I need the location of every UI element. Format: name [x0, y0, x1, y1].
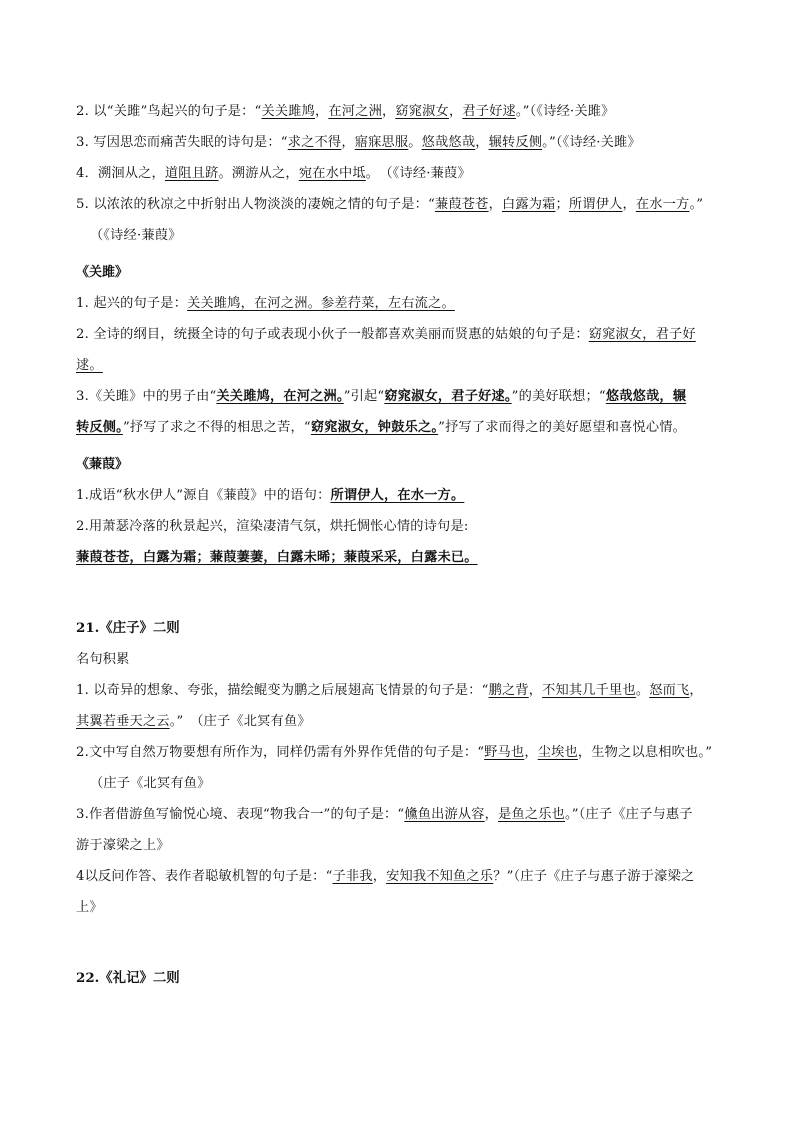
- text: 。: [635, 683, 650, 698]
- text: 1. 以奇异的想象、夸张，描绘鲲变为鹏之后展翅高飞情景的句子是：“: [76, 683, 489, 698]
- answer: 安知我不知鱼之乐: [386, 869, 494, 884]
- line-zhuangzi-4: [76, 861, 726, 892]
- answer: 鹏之背: [488, 683, 529, 698]
- text: 5. 以浓浓的秋凉之中折射出人物淡淡的凄婉之情的句子是：“: [76, 197, 436, 212]
- text: ，: [372, 869, 387, 884]
- answer: 窈窕淑女，钟鼓乐之。: [310, 420, 439, 435]
- text: 4以反问作答、表作者聪敏机智的句子是：“: [76, 869, 333, 884]
- document-page: [76, 96, 726, 994]
- line-zhuangzi-3-cont: 游于濠梁之上》: [76, 838, 170, 853]
- text: 2.文中写自然万物要想有所作为，同样仍需有外界作凭借的句子是：“: [76, 745, 485, 760]
- text: ；: [555, 197, 569, 212]
- text: ？”（庄子《庄子与惠子游于濠梁之: [493, 869, 695, 884]
- line-suhui: [76, 158, 726, 189]
- text: ，: [381, 104, 396, 119]
- line-guanju-2-cont: [76, 350, 726, 381]
- text: 。溯游从之，: [218, 166, 299, 181]
- text: 。” （庄子《北冥有鱼》: [169, 714, 311, 729]
- answer: 悠哉悠哉，辗: [605, 389, 687, 404]
- line-zhuangzi-4-cont: 上》: [76, 900, 103, 915]
- answer: 所谓伊人: [568, 197, 623, 212]
- text: ”抒写了求之不得的相思之苦，“: [122, 420, 311, 435]
- line-zhuangzi-2: [76, 737, 726, 768]
- answer: 寤寐思服: [354, 135, 409, 150]
- text: 3.《关雎》中的男子由“: [76, 389, 217, 404]
- line-guanju-2: [76, 319, 726, 350]
- text: ，生物之以息相吹也。: [577, 745, 706, 760]
- heading-zhuangzi: 21.《庄子》二则: [76, 620, 180, 636]
- line-guanju-3: [76, 381, 726, 412]
- line-zhuangzi-3: [76, 799, 726, 830]
- answer: 辗转反侧: [488, 135, 543, 150]
- text: ，: [488, 197, 502, 212]
- line-zhuangzi-1-cont: [76, 706, 726, 737]
- answer: 子非我: [332, 869, 373, 884]
- text: ，: [524, 745, 538, 760]
- answer: 窈窕淑女: [395, 104, 449, 119]
- text: 2. 全诗的纲目，统摄全诗的句子或表现小伙子一般都喜欢美丽而贤惠的姑娘的句子是：: [76, 327, 589, 342]
- text: ，: [528, 683, 543, 698]
- answer: 窈窕淑女，君子好: [588, 327, 696, 342]
- line-zhuangzi-2-source: （庄子《北冥有鱼》: [90, 776, 211, 791]
- text: 。”（《诗经·关雎》: [542, 135, 641, 150]
- answer: 在河之洲: [328, 104, 382, 119]
- answer: 所谓伊人，在水一方。: [330, 488, 465, 503]
- text: 。”（《诗经·关雎》: [515, 104, 615, 119]
- text: 3.作者借游鱼写愉悦心境、表现“物我合一”的句子是：“: [76, 807, 405, 822]
- answer: 求之不得: [287, 135, 342, 150]
- text: 2. 以“关雎”鸟起兴的句子是：“: [76, 104, 262, 119]
- line-guanju-3-cont: [76, 412, 726, 443]
- answer: 窈窕淑女，君子好逑。: [384, 389, 512, 404]
- answer: 儵鱼出游从容: [404, 807, 485, 822]
- answer: 逑。: [76, 358, 103, 373]
- heading-liji: 22.《礼记》二则: [76, 970, 180, 986]
- line-guanju-bird: [76, 96, 726, 127]
- heading-jianjia: 《蒹葭》: [76, 457, 129, 472]
- text: ”抒写了求而得之的美好愿望和喜悦心情。: [438, 420, 687, 435]
- answer: 蒹葭苍苍: [435, 197, 489, 212]
- answer: 关关雎鸠: [261, 104, 316, 119]
- text: ，: [689, 683, 703, 698]
- text: ，: [448, 104, 463, 119]
- answer: 在水一方: [635, 197, 690, 212]
- text: ”的美好联想；“: [511, 389, 606, 404]
- text: ，: [341, 135, 355, 150]
- answer: 关关雎鸠，在河之洲。: [216, 389, 344, 404]
- text: 3. 写因思恋而痛苦失眠的诗句是：“: [76, 135, 288, 150]
- text: 。”: [689, 197, 704, 212]
- text: 。”（庄子《庄子与惠子: [565, 807, 693, 822]
- answer: 君子好逑: [462, 104, 516, 119]
- line-guanju-1: [76, 288, 726, 319]
- answer: 不知其几千里也: [542, 683, 636, 698]
- text: ，: [484, 807, 499, 822]
- answer: 悠哉悠哉: [421, 135, 476, 150]
- text: ，: [622, 197, 636, 212]
- answer: 尘埃也: [537, 745, 578, 760]
- heading-guanju: 《关雎》: [76, 265, 129, 280]
- answer: 白露为霜: [501, 197, 556, 212]
- text: ，: [315, 104, 329, 119]
- line-jianjia-2: 2.用萧瑟冷落的秋景起兴，渲染凄清气氛，烘托惆怅心情的诗句是:: [76, 519, 469, 534]
- text: 4．溯洄从之，: [76, 166, 165, 181]
- answer: 道阻且跻: [164, 166, 219, 181]
- answer: 蒹葭苍苍，白露为霜；蒹葭萋萋，白露未晞；蒹葭采采，白露未已。: [76, 550, 478, 565]
- text: ”引起“: [343, 389, 385, 404]
- text: ，: [475, 135, 489, 150]
- answer: 野马也: [484, 745, 525, 760]
- line-autumn-cool-source: （《诗经·蒹葭》: [90, 228, 182, 243]
- line-autumn-cool: [76, 189, 726, 220]
- line-insomnia: [76, 127, 726, 158]
- answer: 怒而飞: [649, 683, 690, 698]
- answer: 关关雎鸠，在河之洲。参差荇菜，左右流之。: [187, 296, 455, 311]
- answer: 是鱼之乐也: [498, 807, 565, 822]
- answer: 宛在水中坻: [298, 166, 366, 181]
- subheading-famous-lines: 名句积累: [76, 652, 130, 667]
- answer: 转反侧。: [76, 420, 123, 435]
- text: 。: [408, 135, 422, 150]
- text: ”: [705, 745, 713, 760]
- line-zhuangzi-1: [76, 675, 726, 706]
- text: 1.成语“秋水伊人”源自《蒹葭》中的语句：: [76, 488, 331, 503]
- answer: 其翼若垂天之云: [76, 714, 170, 729]
- text: 。 （《诗经·蒹葭》: [365, 166, 471, 181]
- line-jianjia-3: [76, 542, 726, 573]
- line-jianjia-1: [76, 480, 726, 511]
- text: 1. 起兴的句子是：: [76, 296, 188, 311]
